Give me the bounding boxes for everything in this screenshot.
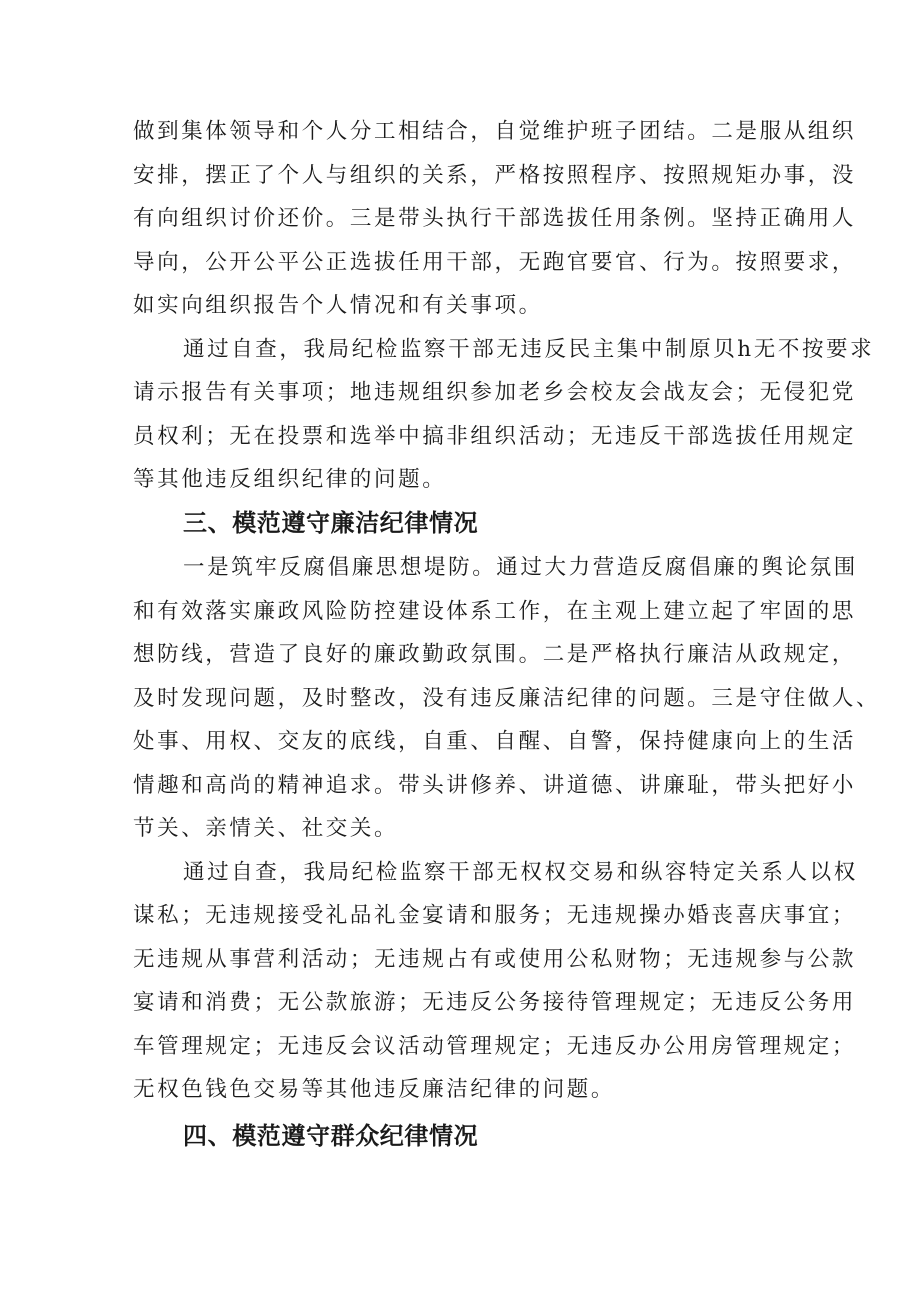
paragraph-line: 无违规从事营利活动；无违规占有或使用公私财物；无违规参与公款 xyxy=(133,947,857,972)
paragraph-line: 等其他违反组织纪律的问题。 xyxy=(133,467,447,492)
paragraph-line: 节关、亲情关、社交关。 xyxy=(133,816,399,841)
paragraph-line: 和有效落实廉政风险防控建设体系工作，在主观上建立起了牢固的思 xyxy=(133,599,857,624)
paragraph-line: 做到集体领导和个人分工相结合，自觉维护班子团结。二是服从组织 xyxy=(133,119,857,144)
paragraph-line: 导向，公开公平公正选拔任用干部，无跑官要官、行为。按照要求， xyxy=(133,250,857,275)
paragraph-line: 情趣和高尚的精神追求。带头讲修养、讲道德、讲廉耻，带头把好小 xyxy=(133,773,857,798)
paragraph-line: 一是筑牢反腐倡廉思想堤防。通过大力营造反腐倡廉的舆论氛围 xyxy=(183,555,858,580)
paragraph-line: 处事、用权、交友的底线，自重、自醒、自警，保持健康向上的生活 xyxy=(133,729,857,754)
section-heading: 三、模范遵守廉洁纪律情况 xyxy=(183,509,479,537)
paragraph-line: 宴请和消费；无公款旅游；无违反公务接待管理规定；无违反公务用 xyxy=(133,990,857,1015)
section-heading: 四、模范遵守群众纪律情况 xyxy=(183,1122,479,1150)
paragraph-line: 员权利；无在投票和选举中搞非组织活动；无违反干部选拔任用规定 xyxy=(133,424,857,449)
paragraph-line: 安排，摆正了个人与组织的关系，严格按照程序、按照规矩办事，没 xyxy=(133,163,857,188)
paragraph-line: 请示报告有关事项；地违规组织参加老乡会校友会战友会；无侵犯党 xyxy=(133,380,857,405)
paragraph-line: 通过自查，我局纪检监察干部无违反民主集中制原贝h无不按要求 xyxy=(183,337,875,362)
paragraph-line: 有向组织讨价还价。三是带头执行干部选拔任用条例。坚持正确用人 xyxy=(133,206,857,231)
paragraph-line: 如实向组织报告个人情况和有关事项。 xyxy=(133,293,543,318)
paragraph-line: 谋私；无违规接受礼品礼金宴请和服务；无违规操办婚丧喜庆事宜； xyxy=(133,903,857,928)
paragraph-line: 想防线，营造了良好的廉政勤政氛围。二是严格执行廉洁从政规定， xyxy=(133,642,857,667)
paragraph-line: 及时发现问题，及时整改，没有违反廉洁纪律的问题。三是守住做人、 xyxy=(133,686,881,711)
paragraph-line: 通过自查，我局纪检监察干部无权权交易和纵容特定关系人以权 xyxy=(183,860,858,885)
paragraph-line: 车管理规定；无违反会议活动管理规定；无违反办公用房管理规定； xyxy=(133,1034,857,1059)
paragraph-line: 无权色钱色交易等其他违反廉洁纪律的问题。 xyxy=(133,1077,616,1102)
